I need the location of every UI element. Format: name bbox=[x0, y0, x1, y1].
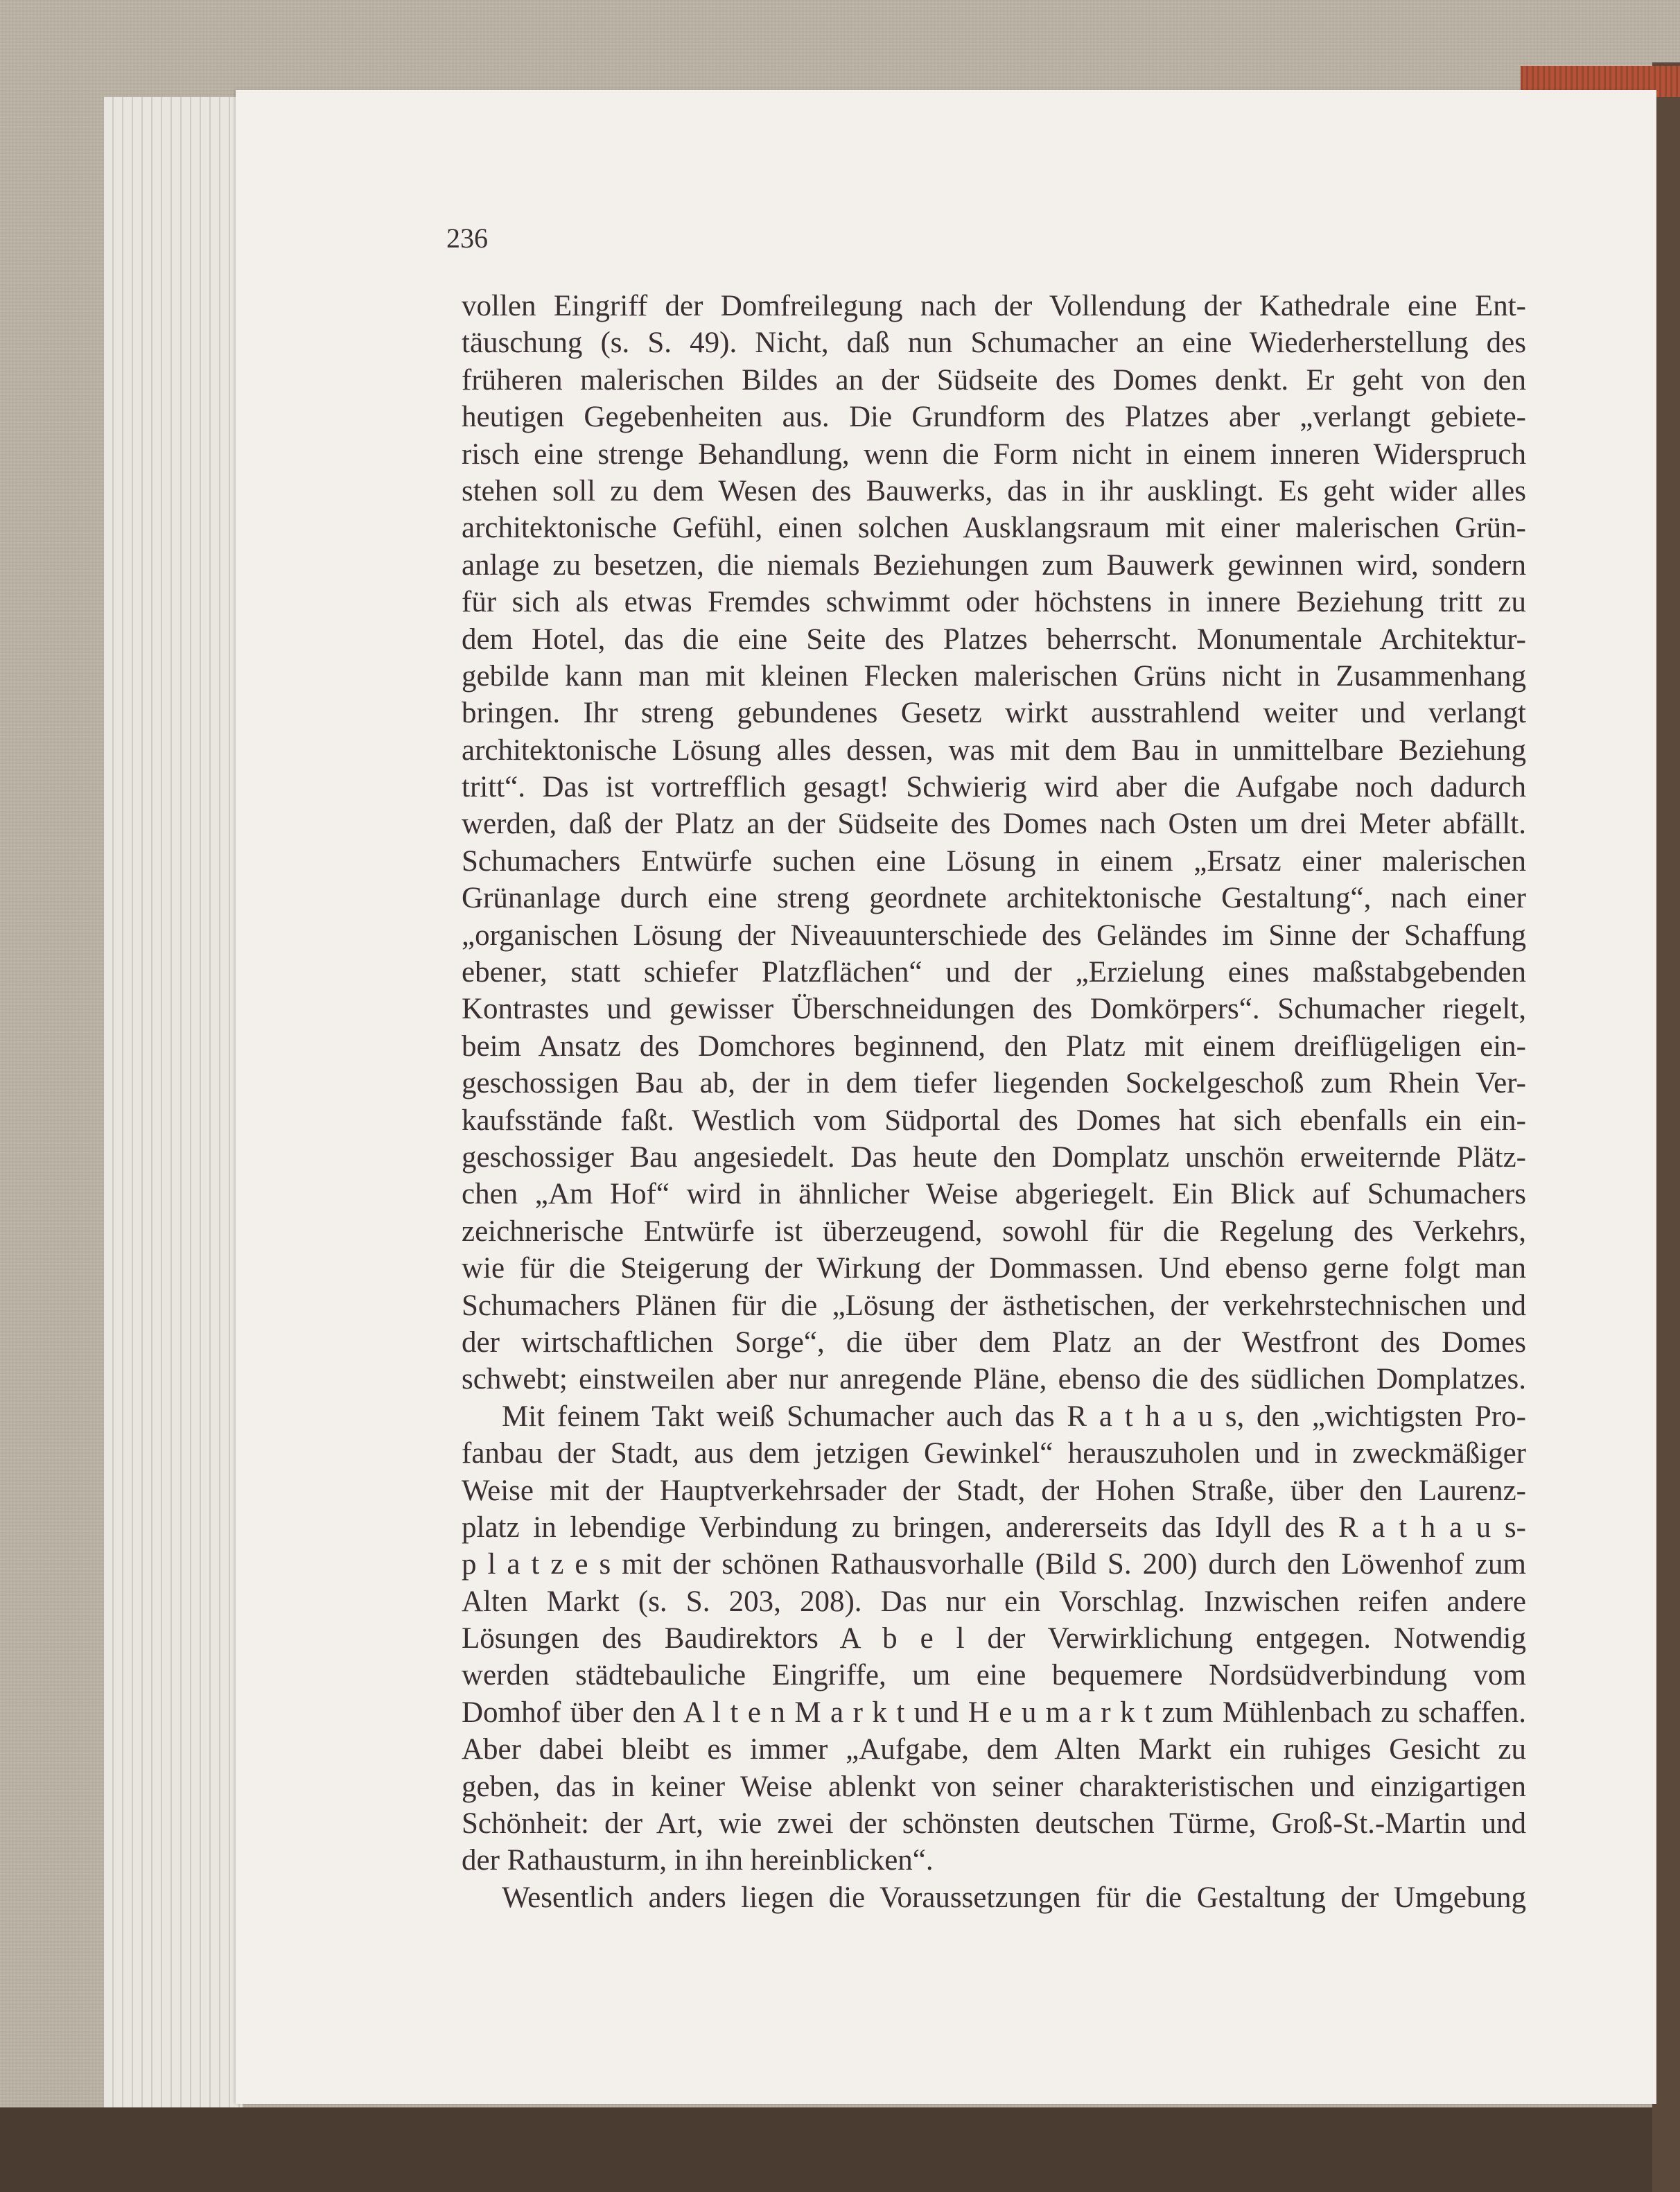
text-line: Alten Markt (s. S. 203, 208). Das nur ein Vorschlag. Inzwischen reifen andere bbox=[462, 1585, 1526, 1618]
text-line: anlage zu besetzen, die niemals Beziehungen zum Bauwerk gewinnen wird, sondern bbox=[462, 548, 1526, 582]
text-line: dem Hotel, das die eine Seite des Platzes beherrscht. Monumentale Architektur- bbox=[462, 623, 1526, 656]
text-line: täuschung (s. S. 49). Nicht, daß nun Schumacher an eine Wiederherstellung des bbox=[462, 327, 1526, 360]
text-line: fanbau der Stadt, aus dem jetzigen Gewinkel“ herauszuholen und in zweckmäßiger bbox=[462, 1437, 1526, 1470]
text-line: zeichnerische Entwürfe ist überzeugend, sowohl für die Regelung des Verkehrs, bbox=[462, 1215, 1526, 1248]
text-line: Weise mit der Hauptverkehrsader der Stadt, der Hohen Straße, über den Laurenz- bbox=[462, 1474, 1526, 1507]
text-line: der wirtschaftlichen Sorge“, die über dem Platz an der Westfront des Domes bbox=[462, 1325, 1526, 1359]
text-line: vollen Eingriff der Domfreilegung nach der Vollendung der Kathedrale eine Ent- bbox=[462, 290, 1526, 322]
text-line: Aber dabei bleibt es immer „Aufgabe, dem Alten Markt ein ruhiges Gesicht zu bbox=[462, 1733, 1526, 1766]
text-line: chen „Am Hof“ wird in ähnlicher Weise abgeriegelt. Ein Blick auf Schumachers bbox=[462, 1178, 1526, 1211]
text-line: werden, daß der Platz an der Südseite des Domes nach Osten um drei Meter abfällt. bbox=[462, 808, 1526, 841]
text-line: tritt“. Das ist vortrefflich gesagt! Schwierig wird aber die Aufgabe noch dadurch bbox=[462, 771, 1526, 804]
text-line: früheren malerischen Bildes an der Südseite des Domes denkt. Er geht von den bbox=[462, 363, 1526, 397]
text-line: geschossiger Bau angesiedelt. Das heute den Domplatz unschön erweiternde Plätz- bbox=[462, 1140, 1526, 1174]
text-line: ebener, statt schiefer Platzflächen“ und der „Erzielung eines maßstabgebenden bbox=[462, 956, 1526, 989]
book-right-edge bbox=[1652, 62, 1680, 2192]
text-line: Grünanlage durch eine streng geordnete architektonische Gestaltung“, nach einer bbox=[462, 882, 1526, 915]
text-line: werden städtebauliche Eingriffe, um eine bequemere Nordsüdverbindung vom bbox=[462, 1659, 1526, 1692]
text-line: „organischen Lösung der Niveauunterschiede des Geländes im Sinne der Schaffung bbox=[462, 919, 1526, 952]
text-line: beim Ansatz des Domchores beginnend, den Platz mit einem dreiflügeligen ein- bbox=[462, 1029, 1526, 1063]
text-line: heutigen Gegebenheiten aus. Die Grundform des Platzes aber „verlangt gebiete- bbox=[462, 401, 1526, 434]
text-line: Domhof über den A l t e n M a r k t und H e u m a r k t zum Mühlenbach zu schaffen. bbox=[462, 1696, 1526, 1729]
text-line: Kontrastes und gewisser Überschneidungen des Domkörpers“. Schumacher riegelt, bbox=[462, 993, 1526, 1026]
text-line: für sich als etwas Fremdes schwimmt oder höchstens in innere Beziehung tritt zu bbox=[462, 586, 1526, 619]
text-line: bringen. Ihr streng gebundenes Gesetz wirkt ausstrahlend weiter und verlangt bbox=[462, 697, 1526, 730]
text-line: Lösungen des Baudirektors A b e l der Verwirklichung entgegen. Notwendig bbox=[462, 1622, 1526, 1655]
text-line: geben, das in keiner Weise ablenkt von seiner charakteristischen und einzigartigen bbox=[462, 1770, 1526, 1803]
text-line: architektonische Gefühl, einen solchen Ausklangsraum mit einer malerischen Grün- bbox=[462, 512, 1526, 545]
text-line: Schönheit: der Art, wie zwei der schönsten deutschen Türme, Groß-St.-Martin und bbox=[462, 1807, 1526, 1841]
text-line: p l a t z e s mit der schönen Rathausvorhalle (Bild S. 200) durch den Löwenhof zum bbox=[462, 1548, 1526, 1581]
body-text bbox=[462, 288, 1526, 1916]
text-line: geschossigen Bau ab, der in dem tiefer liegenden Sockelgeschoß zum Rhein Ver- bbox=[462, 1067, 1526, 1100]
text-line: Mit feinem Takt weiß Schumacher auch das R a t h a u s, den „wichtigsten Pro- bbox=[502, 1400, 1526, 1433]
text-line: risch eine strenge Behandlung, wenn die Form nicht in einem inneren Widerspruch bbox=[462, 437, 1526, 471]
text-line: stehen soll zu dem Wesen des Bauwerks, das in ihr ausklingt. Es geht wider alles bbox=[462, 474, 1526, 507]
book-page bbox=[236, 90, 1656, 2104]
text-line: architektonische Lösung alles dessen, was mit dem Bau in unmittelbare Beziehung bbox=[462, 733, 1526, 767]
text-line: gebilde kann man mit kleinen Flecken malerischen Grüns nicht in Zusammenhang bbox=[462, 659, 1526, 693]
text-line: der Rathausturm, in ihn hereinblicken“. bbox=[462, 1844, 934, 1877]
text-line: schwebt; einstweilen aber nur anregende Pläne, ebenso die des südlichen Domplatzes. bbox=[462, 1363, 1526, 1396]
page-number: 236 bbox=[446, 223, 488, 254]
text-line: wie für die Steigerung der Wirkung der Dommassen. Und ebenso gerne folgt man bbox=[462, 1252, 1526, 1285]
text-line: Schumachers Entwürfe suchen eine Lösung in einem „Ersatz einer malerischen bbox=[462, 844, 1526, 878]
page-edges-stack bbox=[104, 97, 243, 2107]
text-line: Schumachers Plänen für die „Lösung der ästhetischen, der verkehrstechnischen und bbox=[462, 1289, 1526, 1322]
book-bottom-shadow bbox=[0, 2107, 1680, 2192]
text-line: kaufsstände faßt. Westlich vom Südportal des Domes hat sich ebenfalls ein ein- bbox=[462, 1104, 1526, 1137]
text-line: platz in lebendige Verbindung zu bringen, andererseits das Idyll des R a t h a u s- bbox=[462, 1511, 1526, 1544]
text-line: Wesentlich anders liegen die Voraussetzungen für die Gestaltung der Umgebung bbox=[502, 1881, 1526, 1914]
